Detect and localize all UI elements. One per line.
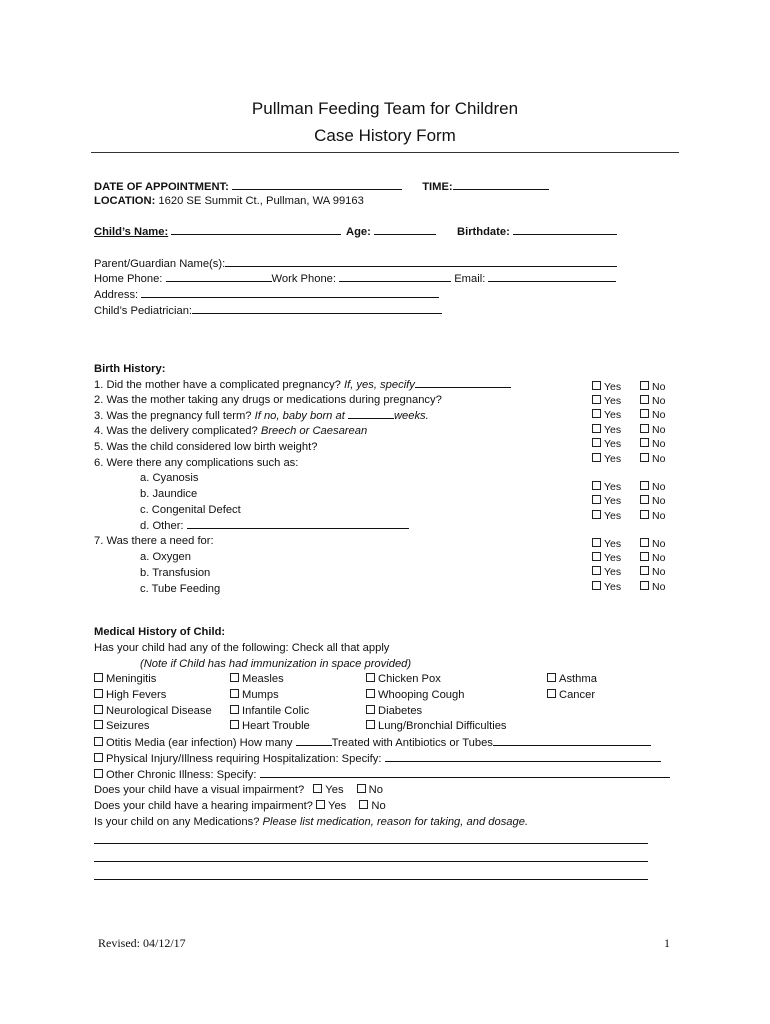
chronic-field[interactable] [260, 767, 670, 778]
yn-q7 [592, 537, 665, 551]
birth-q3-weeks-field[interactable] [348, 408, 394, 419]
yn-q7a [592, 551, 665, 565]
no-option[interactable]: No [640, 565, 665, 579]
no-option[interactable]: No [640, 480, 665, 494]
child-row [94, 224, 341, 239]
no-option[interactable]: No [640, 494, 665, 508]
birth-q2: 2. Was the mother taking any drugs or medications during pregnancy? [94, 394, 442, 406]
form-subtitle: Case History Form [314, 126, 456, 145]
condition-heart-trouble[interactable]: Heart Trouble [230, 719, 310, 733]
condition-high-fevers[interactable]: High Fevers [94, 688, 166, 702]
yn-q6 [592, 452, 665, 466]
birth-q6c: c. Congenital Defect [140, 504, 241, 516]
injury-row: Physical Injury/Illness requiring Hospitalization: Specify: [94, 751, 661, 766]
birth-q3: 3. Was the pregnancy full term? If no, baby born at weeks. [94, 410, 429, 422]
pediatrician-row [94, 303, 442, 318]
no-option[interactable]: No [640, 509, 665, 523]
yes-option[interactable]: Yes [592, 437, 640, 451]
checkbox-icon [94, 689, 103, 698]
checkbox-icon [547, 673, 556, 682]
pediatrician-field[interactable] [192, 303, 442, 314]
appointment-row [94, 179, 549, 194]
yes-option[interactable]: Yes [592, 408, 640, 422]
time-label: TIME: [422, 181, 453, 193]
checkbox-icon [592, 381, 601, 390]
date-field[interactable] [232, 179, 402, 190]
no-option[interactable]: No [640, 394, 665, 408]
no-option[interactable]: No [640, 408, 665, 422]
checkbox-icon [359, 800, 368, 809]
checkbox-icon [592, 481, 601, 490]
yes-option[interactable]: Yes [592, 380, 640, 394]
yn-q6a [592, 480, 665, 494]
yes-option[interactable]: Yes [592, 509, 640, 523]
no-option[interactable]: No [640, 437, 665, 451]
checkbox-icon [313, 784, 322, 793]
parent-field[interactable] [225, 256, 617, 267]
no-option[interactable]: No [640, 380, 665, 394]
checkbox-icon [640, 424, 649, 433]
checkbox-icon [640, 481, 649, 490]
checkbox-icon [94, 673, 103, 682]
checkbox-icon [592, 453, 601, 462]
condition-lung[interactable]: Lung/Bronchial Difficulties [366, 719, 507, 733]
checkbox-icon [366, 673, 375, 682]
checkbox-icon [592, 552, 601, 561]
yn-q6c [592, 509, 665, 523]
checkbox-icon [366, 689, 375, 698]
checkbox-icon [230, 673, 239, 682]
work-phone-field[interactable] [339, 271, 451, 282]
yes-option[interactable]: Yes [592, 580, 640, 594]
condition-cancer[interactable]: Cancer [547, 688, 595, 702]
checkbox-icon [94, 720, 103, 729]
birth-q6d-field[interactable] [187, 518, 409, 529]
checkbox-icon [592, 566, 601, 575]
child-name-field[interactable] [171, 224, 341, 235]
yes-option[interactable]: Yes [592, 494, 640, 508]
checkbox-icon [366, 720, 375, 729]
yn-q7c [592, 580, 665, 594]
checkbox-icon[interactable] [94, 769, 103, 778]
age-group [346, 224, 436, 239]
checkbox-icon [592, 510, 601, 519]
checkbox-icon [547, 689, 556, 698]
age-label: Age: [346, 226, 371, 238]
checkbox-icon [640, 438, 649, 447]
visual-row: Does your child have a visual impairment? Yes No [94, 784, 383, 796]
yes-option[interactable]: Yes [592, 452, 640, 466]
checkbox-icon [640, 510, 649, 519]
yn-q4 [592, 423, 665, 437]
checkbox-icon[interactable] [94, 753, 103, 762]
birth-q6d: d. Other: [140, 518, 409, 533]
phone-row [94, 271, 616, 286]
hearing-row: Does your child have a hearing impairment? Yes No [94, 800, 386, 812]
otitis-count-field[interactable] [296, 735, 332, 746]
yes-option[interactable]: Yes [592, 423, 640, 437]
medications-row: Is your child on any Medications? Please list medication, reason for taking, and dosage. [94, 816, 529, 828]
injury-field[interactable] [385, 751, 661, 762]
age-field[interactable] [374, 224, 436, 235]
checkbox-icon [640, 552, 649, 561]
checkbox-icon [640, 538, 649, 547]
time-field[interactable] [453, 179, 549, 190]
checkbox-icon [640, 409, 649, 418]
checkbox-icon [230, 689, 239, 698]
condition-chicken-pox[interactable]: Chicken Pox [366, 672, 441, 686]
checkbox-icon [230, 705, 239, 714]
birth-q1: 1. Did the mother have a complicated pregnancy? If, yes, specify [94, 377, 511, 392]
checkbox-icon [592, 438, 601, 447]
parent-row [94, 256, 617, 271]
yn-q1 [592, 380, 665, 394]
hearing-no[interactable]: No [359, 800, 385, 812]
otitis-treatment-field[interactable] [493, 735, 651, 746]
condition-measles[interactable]: Measles [230, 672, 284, 686]
title-divider [91, 152, 679, 153]
condition-diabetes[interactable]: Diabetes [366, 704, 422, 718]
birth-q7a: a. Oxygen [140, 551, 191, 563]
condition-infantile-colic[interactable]: Infantile Colic [230, 704, 309, 718]
no-option[interactable]: No [640, 580, 665, 594]
birth-q6b: b. Jaundice [140, 488, 198, 500]
birth-q1-field[interactable] [415, 377, 511, 388]
condition-neurological[interactable]: Neurological Disease [94, 704, 212, 718]
birthdate-group [457, 224, 617, 239]
hearing-yes[interactable]: Yes [316, 800, 346, 812]
work-phone-label: Work Phone: [271, 273, 336, 285]
checkbox-icon [640, 566, 649, 575]
checkbox-icon [640, 395, 649, 404]
form-title: Pullman Feeding Team for Children [251, 99, 519, 118]
birth-q4: 4. Was the delivery complicated? Breech or Caesarean [94, 425, 368, 437]
address-label: Address: [94, 289, 139, 301]
checkbox-icon [640, 495, 649, 504]
birth-q6: 6. Were there any complications such as: [94, 457, 299, 469]
otitis-row: Otitis Media (ear infection) How many Treated with Antibiotics or Tubes [94, 735, 651, 750]
checkbox-icon [592, 581, 601, 590]
chronic-row: Other Chronic Illness: Specify: [94, 767, 670, 782]
condition-asthma[interactable]: Asthma [547, 672, 597, 686]
birth-q5: 5. Was the child considered low birth weight? [94, 441, 318, 453]
checkbox-icon [357, 784, 366, 793]
medications-line[interactable] [94, 879, 648, 880]
visual-no[interactable]: No [357, 784, 383, 796]
birth-history-heading: Birth History: [94, 363, 166, 375]
address-row [94, 287, 439, 302]
email-field[interactable] [488, 271, 616, 282]
child-name-label: Child’s Name: [94, 226, 169, 238]
condition-mumps[interactable]: Mumps [230, 688, 279, 702]
checkbox-icon [640, 453, 649, 462]
checkbox-icon [640, 581, 649, 590]
no-option[interactable]: No [640, 423, 665, 437]
location-row [94, 194, 364, 208]
condition-whooping-cough[interactable]: Whooping Cough [366, 688, 464, 702]
home-phone-label: Home Phone: [94, 273, 163, 285]
yes-option[interactable]: Yes [592, 480, 640, 494]
birth-q7: 7. Was there a need for: [94, 535, 214, 547]
no-option[interactable]: No [640, 537, 665, 551]
checkbox-icon[interactable] [94, 737, 103, 746]
checkbox-icon [94, 705, 103, 714]
checkbox-icon [592, 495, 601, 504]
medical-note: (Note if Child has had immunization in space provided) [140, 658, 412, 670]
condition-seizures[interactable]: Seizures [94, 719, 150, 733]
medical-intro: Has your child had any of the following: Check all that apply [94, 642, 390, 654]
location-label: LOCATION: [94, 195, 156, 207]
birth-q7c: c. Tube Feeding [140, 583, 221, 595]
yn-q7b [592, 565, 665, 579]
checkbox-icon [592, 424, 601, 433]
no-option[interactable]: No [640, 452, 665, 466]
date-label: DATE OF APPOINTMENT: [94, 181, 229, 193]
checkbox-icon [316, 800, 325, 809]
medications-line[interactable] [94, 861, 648, 862]
yes-option[interactable]: Yes [592, 565, 640, 579]
no-option[interactable]: No [640, 551, 665, 565]
yn-q5 [592, 437, 665, 451]
home-phone-field[interactable] [166, 271, 272, 282]
checkbox-icon [640, 381, 649, 390]
address-field[interactable] [141, 287, 439, 298]
yes-option[interactable]: Yes [592, 537, 640, 551]
medical-history-heading: Medical History of Child: [94, 626, 226, 638]
checkbox-icon [592, 409, 601, 418]
birth-q7b: b. Transfusion [140, 567, 211, 579]
revised-date: Revised: 04/12/17 [98, 936, 186, 950]
email-label: Email: [454, 273, 486, 285]
medications-line[interactable] [94, 843, 648, 844]
yn-q3 [592, 408, 665, 422]
checkbox-icon [592, 395, 601, 404]
condition-meningitis[interactable]: Meningitis [94, 672, 156, 686]
checkbox-icon [366, 705, 375, 714]
yn-q2 [592, 394, 665, 408]
birthdate-field[interactable] [513, 224, 617, 235]
pediatrician-label: Child’s Pediatrician: [94, 305, 193, 317]
yn-q6b [592, 494, 665, 508]
page-number: 1 [664, 936, 670, 950]
yes-option[interactable]: Yes [592, 394, 640, 408]
checkbox-icon [230, 720, 239, 729]
yes-option[interactable]: Yes [592, 551, 640, 565]
birth-q6a: a. Cyanosis [140, 472, 199, 484]
birthdate-label: Birthdate: [457, 226, 510, 238]
visual-yes[interactable]: Yes [313, 784, 343, 796]
checkbox-icon [592, 538, 601, 547]
parent-label: Parent/Guardian Name(s): [94, 258, 226, 270]
location-value: 1620 SE Summit Ct., Pullman, WA 99163 [158, 195, 364, 207]
